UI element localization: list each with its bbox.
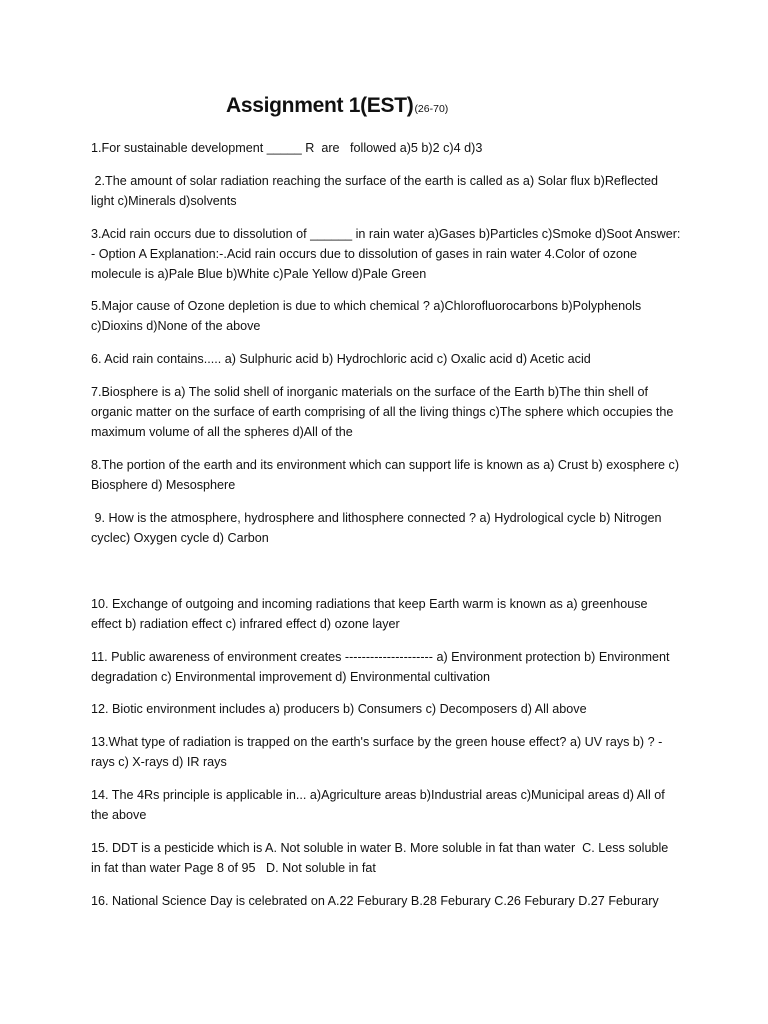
question-12: 12. Biotic environment includes a) producers b) Consumers c) Decomposers d) All above — [91, 702, 587, 716]
question-8: 8.The portion of the earth and its environment which can support life is known as a) Crust b) exosphere c) Biosphere d) Mesosphere — [91, 458, 683, 492]
question-7: 7.Biosphere is a) The solid shell of inorganic materials on the surface of the Earth b)The thin shell of organic matter on the surface of earth comprising of all the living things c)The sphere which occupies the maximum volume of all the spheres d)All of the — [91, 385, 677, 439]
question-16: 16. National Science Day is celebrated on A.22 Feburary B.28 Feburary C.26 Feburary D.27 Feburary — [91, 894, 659, 908]
question-14: 14. The 4Rs principle is applicable in... a)Agriculture areas b)Industrial areas c)Municipal areas d) All of the above — [91, 788, 669, 822]
question-1: 1.For sustainable development _____ R are followed a)5 b)2 c)4 d)3 — [91, 141, 483, 155]
question-13: 13.What type of radiation is trapped on the earth's surface by the green house effect? a) UV rays b) ? -rays c) X-rays d) IR rays — [91, 735, 663, 769]
question-6: 6. Acid rain contains..... a) Sulphuric acid b) Hydrochloric acid c) Oxalic acid d) Acetic acid — [91, 352, 591, 366]
question-3: 3.Acid rain occurs due to dissolution of ______ in rain water a)Gases b)Particles c)Smoke d)Soot Answer: - Option A Explanation:-.Acid rain occurs due to dissolution of gases in rain water 4.Color of ozone molecule is a)Pale Blue b)White c)Pale Yellow d)Pale Green — [91, 227, 684, 281]
title-text: Assignment 1(EST) — [226, 94, 414, 117]
question-5: 5.Major cause of Ozone depletion is due to which chemical ? a)Chlorofluorocarbons b)Polyphenols c)Dioxins d)None of the above — [91, 299, 645, 333]
page-title — [226, 94, 448, 118]
question-15: 15. DDT is a pesticide which is A. Not soluble in water B. More soluble in fat than water C. Less soluble in fat than water Page 8 of 95 D. Not soluble in fat — [91, 841, 672, 875]
question-9: 9. How is the atmosphere, hydrosphere and lithosphere connected ? a) Hydrological cycle b) Nitrogen cyclec) Oxygen cycle d) Carbon — [91, 511, 666, 545]
question-11: 11. Public awareness of environment creates --------------------- a) Environment protection b) Environment degradation c) Environmental improvement d) Environmental cultivation — [91, 650, 674, 684]
title-range: (26-70) — [414, 103, 449, 115]
question-10: 10. Exchange of outgoing and incoming radiations that keep Earth warm is known as a) greenhouse effect b) radiation effect c) infrared effect d) ozone layer — [91, 597, 652, 631]
question-2: 2.The amount of solar radiation reaching the surface of the earth is called as a) Solar flux b)Reflected light c)Minerals d)solvents — [91, 174, 662, 208]
